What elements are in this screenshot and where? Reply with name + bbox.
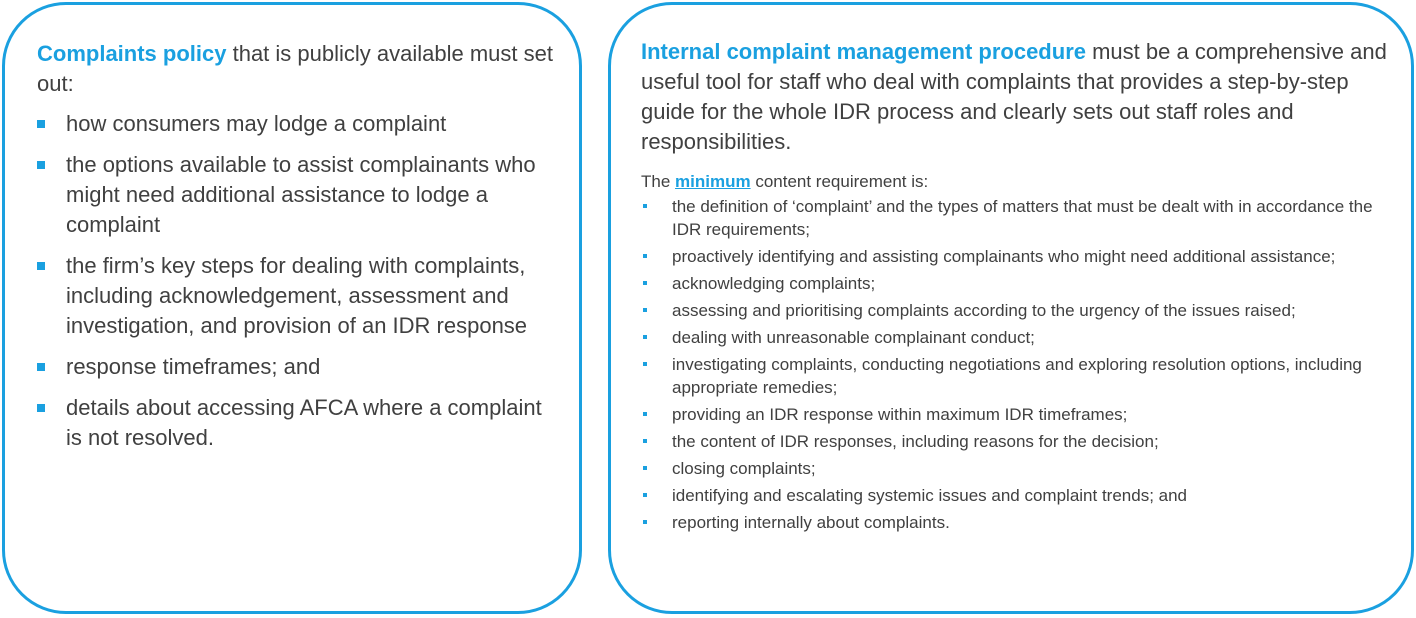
list-item-text: the content of IDR responses, including reasons for the decision; [672,432,1159,451]
list-item [641,245,1391,268]
bullet-icon [643,335,647,339]
internal-procedure-intro-text: must be a comprehensive and useful tool for staff who deal with complaints that provides a step-by-step guide for the whole IDR process and clearly sets out staff roles and responsibilities. [641,39,1387,154]
list-item-text: dealing with unreasonable complainant conduct; [672,328,1035,347]
complaints-policy-list [37,109,559,453]
list-item [37,150,559,240]
complaints-policy-intro-text: that is publicly available must set out: [37,41,553,96]
list-item-text: proactively identifying and assisting complainants who might need additional assistance; [672,247,1336,266]
list-item-text: the options available to assist complainants who might need additional assistance to lodge a complaint [66,152,536,237]
bullet-icon [643,466,647,470]
bullet-icon [643,439,647,443]
list-item [37,393,559,453]
list-item [641,430,1391,453]
list-item [641,299,1391,322]
internal-procedure-intro [641,37,1391,157]
complaints-policy-title: Complaints policy [37,41,227,66]
list-item-text: the definition of ‘complaint’ and the types of matters that must be dealt with in accordance the IDR requirements; [672,197,1373,239]
list-item-text: how consumers may lodge a complaint [66,111,447,136]
list-item-text: assessing and prioritising complaints according to the urgency of the issues raised; [672,301,1296,320]
list-item [37,109,559,139]
list-item-text: providing an IDR response within maximum IDR timeframes; [672,405,1128,424]
bullet-icon [643,204,647,208]
list-item [37,251,559,341]
minimum-emphasis: minimum [675,172,751,191]
bullet-icon [643,362,647,366]
bullet-icon [643,254,647,258]
list-item-text: reporting internally about complaints. [672,513,950,532]
internal-procedure-panel [608,2,1414,614]
requirement-prefix: The [641,172,676,191]
bullet-icon [37,120,45,128]
list-item-text: the firm’s key steps for dealing with complaints, including acknowledgement, assessment and investigation, and provision of an IDR response [66,253,528,338]
list-item-text: response timeframes; and [66,354,321,379]
list-item-text: closing complaints; [672,459,816,478]
list-item [641,457,1391,480]
list-item [641,484,1391,507]
bullet-icon [643,281,647,285]
list-item-text: details about accessing AFCA where a complaint is not resolved. [66,395,542,450]
bullet-icon [37,262,45,270]
bullet-icon [643,520,647,524]
list-item [641,403,1391,426]
bullet-icon [37,404,45,412]
internal-procedure-title: Internal complaint management procedure [641,39,1086,64]
list-item [37,352,559,382]
minimum-requirement-intro [641,171,1391,193]
list-item [641,272,1391,295]
list-item [641,195,1391,241]
bullet-icon [37,363,45,371]
list-item-text: identifying and escalating systemic issues and complaint trends; and [672,486,1188,505]
list-item [641,353,1391,399]
list-item [641,326,1391,349]
bullet-icon [643,493,647,497]
list-item [641,511,1391,534]
bullet-icon [37,161,45,169]
minimum-requirement-list [641,195,1391,534]
list-item-text: acknowledging complaints; [672,274,876,293]
complaints-policy-panel [2,2,582,614]
bullet-icon [643,412,647,416]
requirement-suffix: content requirement is: [750,172,929,191]
bullet-icon [643,308,647,312]
complaints-policy-intro [37,39,559,99]
list-item-text: investigating complaints, conducting negotiations and exploring resolution options, including appropriate remedies; [672,355,1362,397]
